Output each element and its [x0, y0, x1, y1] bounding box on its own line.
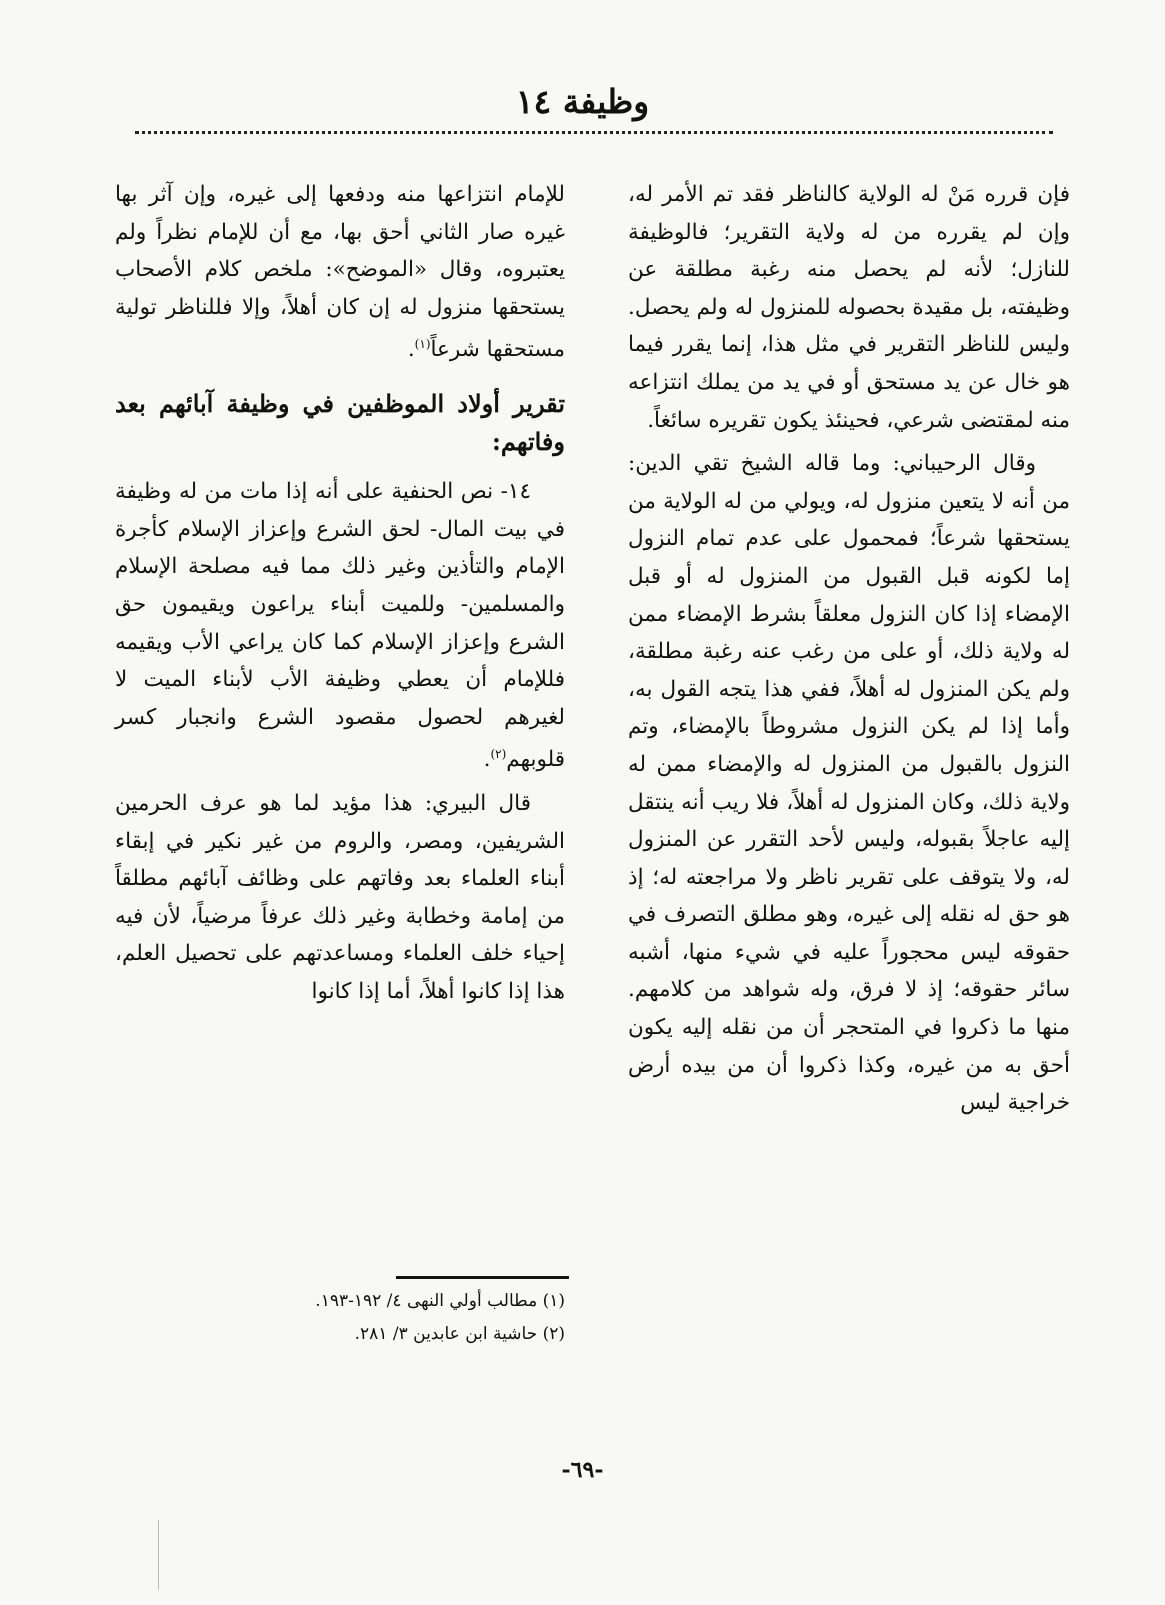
left-paragraph-3: قال البيري: هذا مؤيد لما هو عرف الحرمين الشريفين، ومصر، والروم من غير نكير في إبقاء أبناء العلماء بعد وفاتهم على وظائف آبائهم مطلقاً من إمامة وخطابة وغير ذلك عرفاً مرضياً، لأن فيه إحياء خلف العلماء ومساعدتهم على تحصيل العلم، هذا إذا كانوا أهلاً، أما إذا كانوا — [115, 791, 565, 1004]
right-paragraph-1: فإن قرره مَنْ له الولاية كالناظر فقد تم الأمر له، وإن لم يقرره من له ولاية التقرير؛ فالوظيفة للنازل؛ لأنه لم يحصل منه رغبة مطلقة عن وظيفته، بل مقيدة بحصوله للمنزول له ولم يحصل. وليس للناظر التقرير في مثل هذا، إنما يقرر فيما هو خال عن يد مستحق أو في يد من يملك انتزاعه منه لمقتضى شرعي، فحينئذ يكون تقريره سائغاً. — [628, 182, 1070, 433]
left-paragraph-2-text: ١٤- نص الحنفية على أنه إذا مات من له وظيفة في بيت المال- لحق الشرع وإعزاز الإسلام كأجرة الإمام والتأذين وغير ذلك مما فيه مصلحة الإسلام والمسلمين- وللميت أبناء يراعون ويقيمون حق الشرع وإعزاز الإسلام كما كان يراعي الأب ويقيمه فللإمام أن يعطي وظيفة الأب لأبناء الميت لا لغيرهم لحصول مقصود الشرع وانجبار كسر قلوبهم — [115, 479, 565, 773]
header-dotted-divider — [135, 131, 1053, 134]
scan-margin-line — [158, 1520, 159, 1590]
footnote-2: (٢) حاشية ابن عابدين ٣/ ٢٨١. — [354, 1324, 565, 1344]
section-heading: تقرير أولاد الموظفين في وظيفة آبائهم بعد وفاتهم: — [115, 389, 565, 457]
footnote-1: (١) مطالب أولي النهى ٤/ ١٩٢-١٩٣. — [315, 1291, 565, 1311]
footnotes — [150, 1285, 565, 1351]
left-column — [115, 176, 565, 1017]
page-number: -٦٩- — [561, 1457, 604, 1483]
left-paragraph-2: ١٤- نص الحنفية على أنه إذا مات من له وظيفة في بيت المال- لحق الشرع وإعزاز الإسلام كأجرة الإمام والتأذين وغير ذلك مما فيه مصلحة الإسلام والمسلمين- وللميت أبناء يراعون ويقيمون حق الشرع وإعزاز الإسلام كما كان يراعي الأب ويقيمه فللإمام أن يعطي وظيفة الأب لأبناء الميت لا لغيرهم لحصول مقصود الشرع وانجبار كسر قلوبهم$^{(٢)}$. — [115, 479, 565, 773]
page-header-title: وظيفة ١٤ — [515, 82, 650, 121]
right-paragraph-2: وقال الرحيباني: وما قاله الشيخ تقي الدين: من أنه لا يتعين منزول له، ويولي من له الولاية من يستحقها شرعاً؛ فمحمول على عدم تمام النزول إما لكونه قبل القبول من المنزول له أو قبل الإمضاء إذا كان النزول معلقاً بشرط الإمضاء ممن له ولاية ذلك، أو على من رغب عنه رغبة مطلقة، ولم يكن المنزول له أهلاً، ففي هذا يتجه القول به، وأما إذا لم يكن النزول مشروطاً بالإمضاء، وتم النزول بالقبول من المنزول له والإمضاء ممن له ولاية ذلك، وكان المنزول له أهلاً، فلا ريب أنه ينتقل إليه عاجلاً بقبوله، وليس لأحد التقرر عن المنزول له، ولا يتوقف على تقرير ناظر ولا مراجعته له؛ إذ هو حق له نقله إلى غيره، وهو مطلق التصرف في حقوقه ليس محجوراً عليه في شيء منها، أشبه سائر حقوقه؛ إذ لا فرق، وله شواهد من كلامهم. منها ما ذكروا في المتحجر أن من نقله إليه يكون أحق به من غيره، وكذا ذكروا أن من بيده أرض خراجية ليس — [628, 451, 1070, 1116]
left-paragraph-1: للإمام انتزاعها منه ودفعها إلى غيره، وإن آثر بها غيره صار الثاني أحق بها، مع أن للإمام نظراً ولم يعتبروه، وقال «الموضح»: ملخص كلام الأصحاب يستحقها منزول له إن كان أهلاً، وإلا فللناظر تولية مستحقها شرعاً$^{(١)}$. — [115, 182, 565, 363]
footnote-ref-1: (١) — [414, 337, 431, 352]
right-column — [628, 176, 1070, 1128]
footnote-ref-2: (٢) — [490, 747, 507, 762]
left-paragraph-1-text: للإمام انتزاعها منه ودفعها إلى غيره، وإن آثر بها غيره صار الثاني أحق بها، مع أن للإمام نظراً ولم يعتبروه، وقال «الموضح»: ملخص كلام الأصحاب يستحقها منزول له إن كان أهلاً، وإلا فللناظر تولية مستحقها شرعاً — [115, 182, 565, 363]
footnote-separator — [396, 1276, 569, 1279]
